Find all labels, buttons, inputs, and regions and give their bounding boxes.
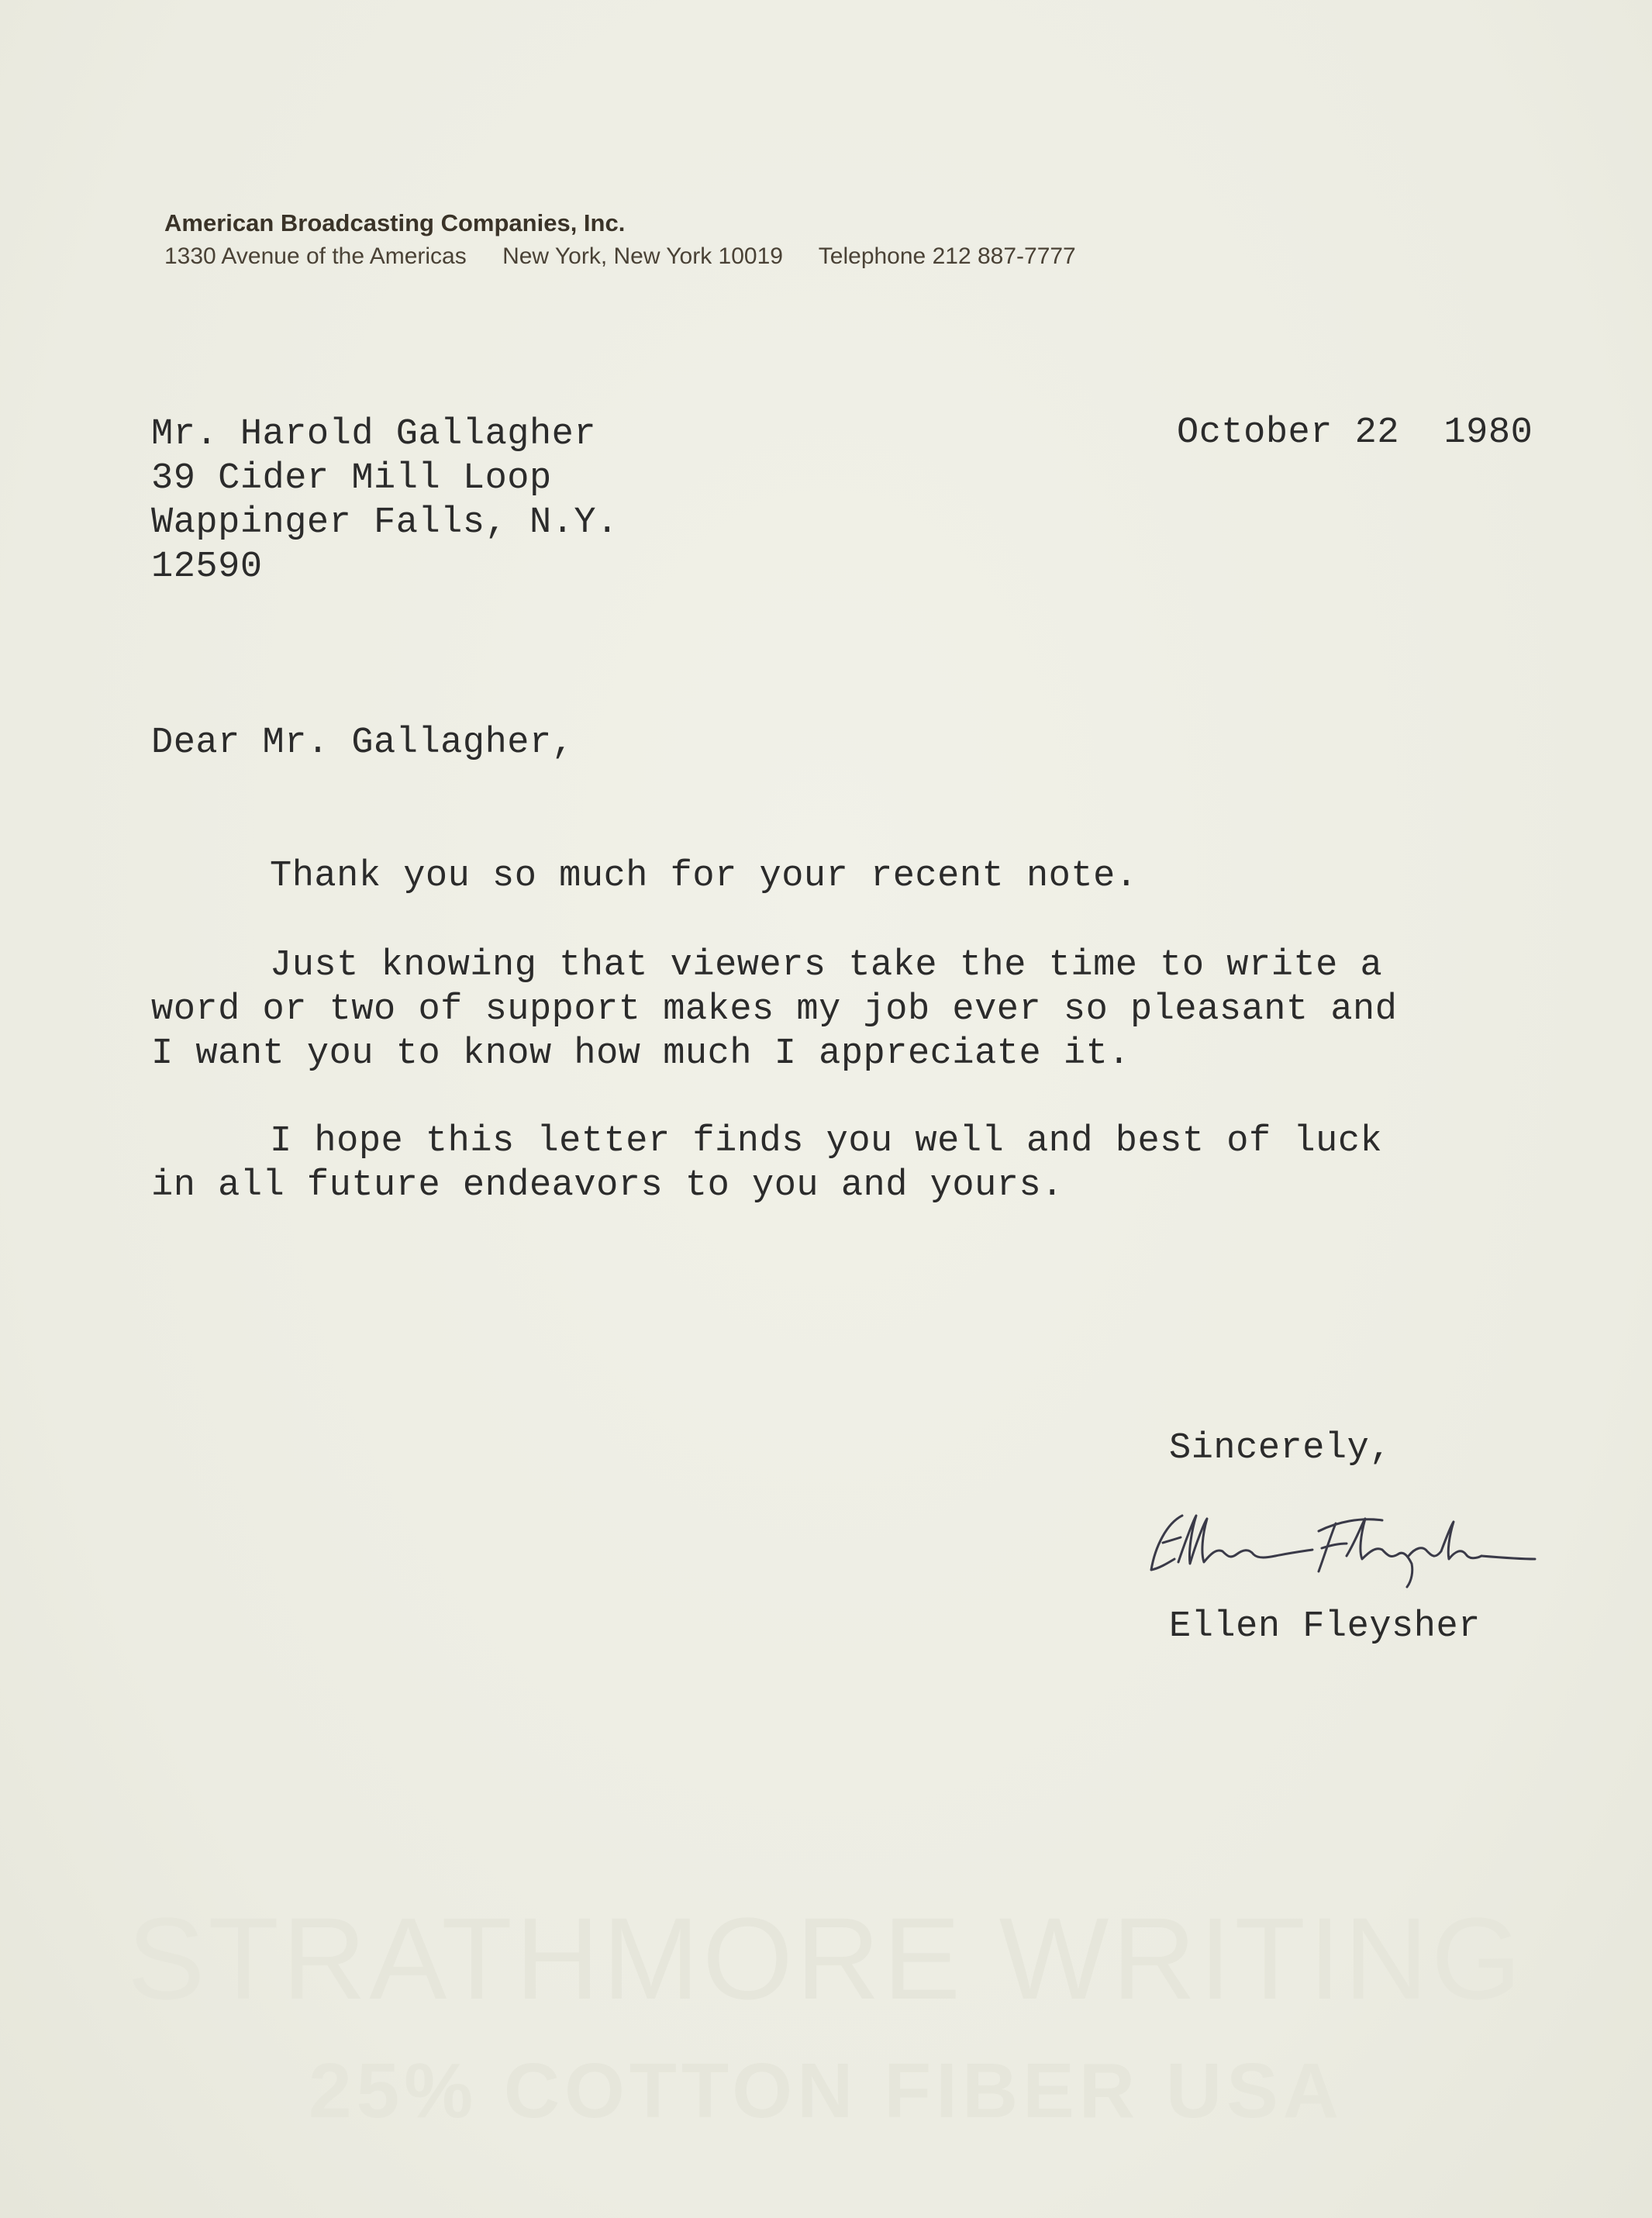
salutation: Dear Mr. Gallagher, xyxy=(151,723,574,764)
recipient-name: Mr. Harold Gallagher xyxy=(151,414,597,455)
letterhead-street: 1330 Avenue of the Americas xyxy=(164,243,467,269)
closing: Sincerely, xyxy=(1169,1428,1392,1469)
watermark-brand: STRATHMORE WRITING xyxy=(127,1893,1525,2023)
letter-date: October 22 1980 xyxy=(1177,412,1533,454)
recipient-city: Wappinger Falls, N.Y. xyxy=(151,502,619,543)
body-paragraph-3-line-2: in all future endeavors to you and yours. xyxy=(151,1165,1064,1206)
signer-name: Ellen Fleysher xyxy=(1169,1606,1481,1647)
body-paragraph-2-line-1: Just knowing that viewers take the time to write a xyxy=(270,945,1383,986)
body-paragraph-1-line-1: Thank you so much for your recent note. xyxy=(270,856,1138,897)
recipient-zip: 12590 xyxy=(151,547,263,588)
body-paragraph-2-line-3: I want you to know how much I appreciate it. xyxy=(151,1033,1131,1075)
letterhead-company: American Broadcasting Companies, Inc. xyxy=(164,209,626,236)
handwritten-signature xyxy=(1136,1500,1539,1593)
body-paragraph-2-line-2: word or two of support makes my job ever so pleasant and xyxy=(151,989,1398,1030)
letterhead-city: New York, New York 10019 xyxy=(502,243,783,269)
signature-text: Ellen Fleysher xyxy=(1136,1592,1143,1593)
letterhead-telephone: Telephone 212 887-7777 xyxy=(818,243,1076,269)
body-paragraph-3-line-1: I hope this letter finds you well and best of luck xyxy=(270,1121,1383,1162)
recipient-street: 39 Cider Mill Loop xyxy=(151,458,552,499)
watermark-fiber: 25% COTTON FIBER USA xyxy=(309,2047,1343,2134)
letterhead-address xyxy=(164,243,1105,270)
